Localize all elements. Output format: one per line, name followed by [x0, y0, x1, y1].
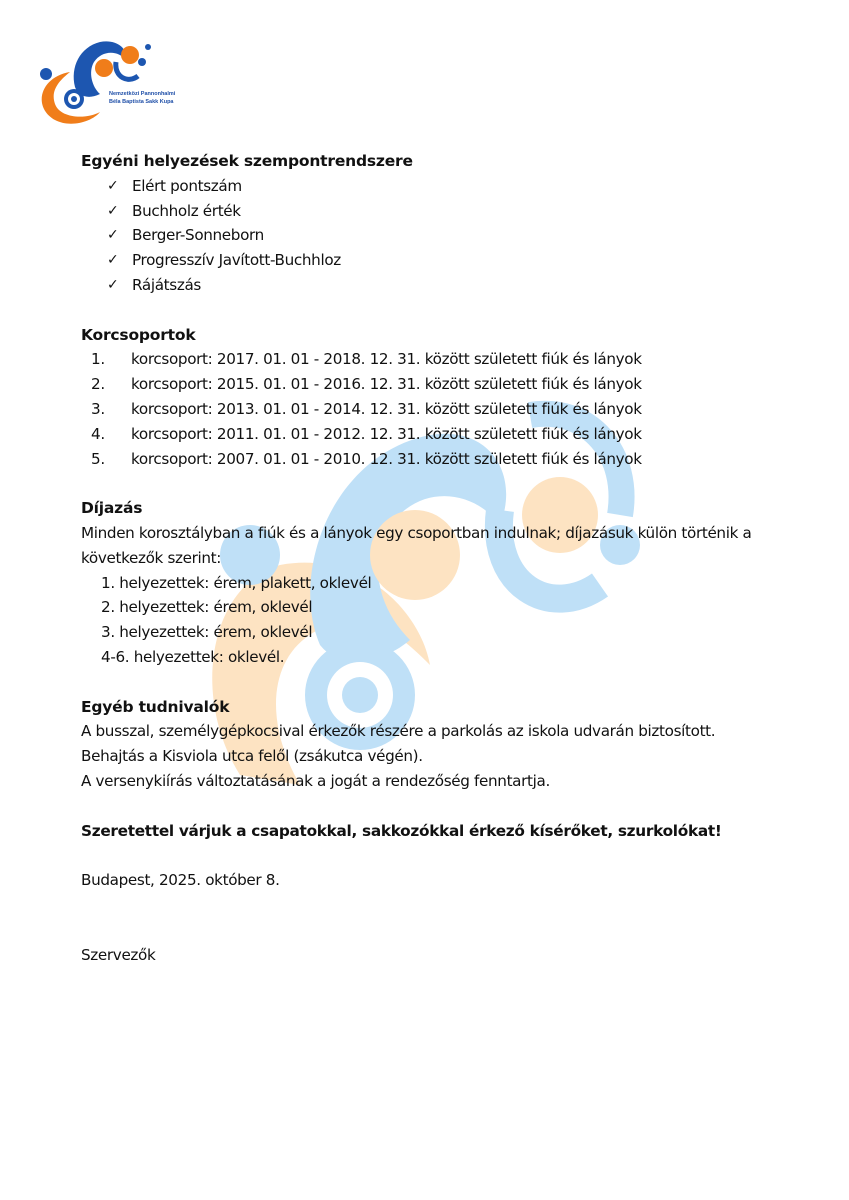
age-group-text: korcsoport: 2011. 01. 01 - 2012. 12. 31. között született fiúk és lányok [131, 424, 642, 443]
age-groups-section [81, 323, 761, 472]
info-line: A versenykiírás változtatásának a jogát a rendezőség fenntartja. [81, 771, 550, 790]
checkmark-icon: ✓ [107, 227, 119, 244]
info-line: Behajtás a Kisviola utca felől (zsákutca végén). [81, 747, 423, 766]
criterion-text: Buchholz érték [132, 201, 241, 220]
list-item: 3. helyezettek: érem, oklevél [101, 623, 313, 642]
list-item [91, 397, 761, 422]
age-group-text: korcsoport: 2017. 01. 01 - 2018. 12. 31. között született fiúk és lányok [131, 350, 642, 369]
list-item [91, 347, 761, 372]
age-group-text: korcsoport: 2013. 01. 01 - 2014. 12. 31. között született fiúk és lányok [131, 399, 642, 418]
ranking-criteria-heading: Egyéni helyezések szempontrendszere [81, 152, 413, 170]
list-item: 4-6. helyezettek: oklevél. [101, 647, 285, 666]
checkmark-icon: ✓ [107, 177, 119, 194]
age-groups-list [81, 347, 761, 471]
info-line: A busszal, személygépkocsival érkezők részére a parkolás az iskola udvarán biztosított. [81, 722, 716, 741]
logo-graphic [30, 32, 170, 127]
list-number: 4. [91, 424, 105, 443]
signature: Szervezők [81, 945, 156, 964]
prizes-intro: Minden korosztályban a fiúk és a lányok egy csoportban indulnak; díjazásuk külön történik a következők szerint: [81, 523, 752, 567]
logo-text-line-2: Béla Baptista Sakk Kupa [109, 99, 174, 105]
list-item: 1. helyezettek: érem, plakett, oklevél [101, 573, 372, 592]
prizes-heading: Díjazás [81, 499, 143, 518]
list-number: 3. [91, 399, 105, 418]
list-item [91, 422, 761, 447]
prizes-list [81, 571, 761, 670]
checkmark-icon: ✓ [107, 252, 119, 269]
date-line: Budapest, 2025. október 8. [81, 871, 280, 890]
list-item: 2. helyezettek: érem, oklevél [101, 598, 313, 617]
organization-logo [30, 32, 176, 127]
list-number: 5. [91, 449, 105, 468]
criterion-text: Berger-Sonneborn [132, 226, 264, 245]
prizes-section [81, 496, 761, 670]
list-item [107, 273, 761, 298]
list-number: 2. [91, 375, 105, 394]
ranking-criteria-list [81, 174, 761, 298]
age-group-text: korcsoport: 2007. 01. 01 - 2010. 12. 31. között született fiúk és lányok [131, 449, 642, 468]
list-number: 1. [91, 350, 105, 369]
list-item [107, 248, 761, 273]
criterion-text: Rájátszás [132, 275, 201, 294]
age-group-text: korcsoport: 2015. 01. 01 - 2016. 12. 31. között született fiúk és lányok [131, 375, 642, 394]
criterion-text: Progresszív Javított-Buchhloz [132, 251, 341, 270]
document-body [81, 149, 761, 967]
checkmark-icon: ✓ [107, 276, 119, 293]
list-item [107, 223, 761, 248]
other-info-section [81, 695, 761, 794]
closing-message: Szeretettel várjuk a csapatokkal, sakkozókkal érkező kísérőket, szurkolókat! [81, 821, 722, 840]
logo-text [109, 90, 175, 106]
checkmark-icon: ✓ [107, 202, 119, 219]
age-groups-heading: Korcsoportok [81, 325, 196, 344]
list-item [91, 372, 761, 397]
criterion-text: Elért pontszám [132, 176, 242, 195]
list-item [91, 447, 761, 472]
list-item [107, 174, 761, 199]
other-info-heading: Egyéb tudnivalók [81, 697, 230, 716]
ranking-criteria-section [81, 149, 761, 298]
logo-text-line-1: Nemzetközi Pannonhalmi [109, 91, 176, 97]
list-item [107, 199, 761, 224]
